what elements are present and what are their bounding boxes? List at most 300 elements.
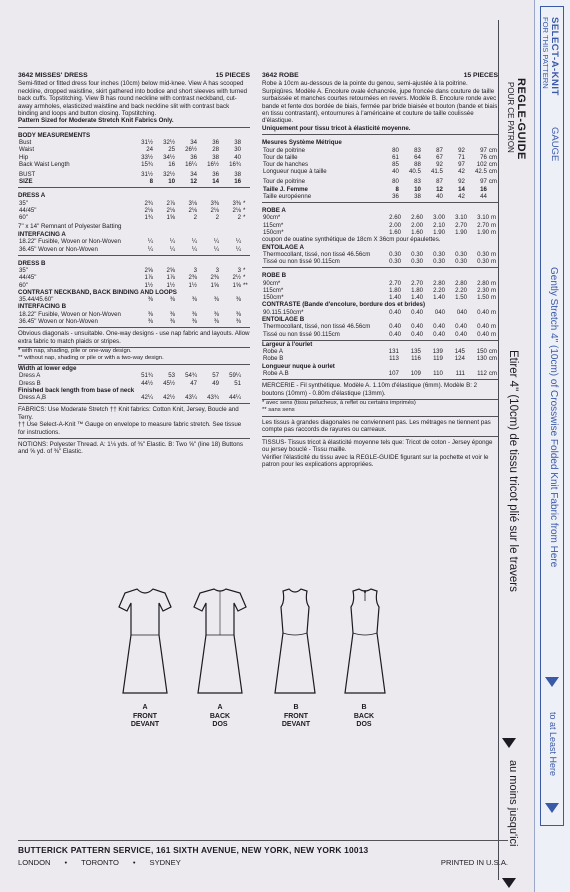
interfacing-a-table: [18, 238, 250, 252]
size-value: 150: [476, 348, 487, 356]
view-a-back-figure: [190, 585, 250, 703]
size-value: 145: [454, 348, 465, 356]
size-value: 38: [234, 139, 241, 147]
table-row: [18, 372, 250, 379]
nap-note-1: * with nap, shading, pile or one-way design.: [18, 347, 132, 354]
row-label: Tour de poitrine: [263, 146, 306, 154]
row-unit: *: [243, 274, 246, 282]
body-measurements-title: BODY MEASUREMENTS: [18, 131, 91, 139]
french-column: [262, 72, 498, 468]
french-pattern-title: 3642 ROBE: [262, 72, 299, 79]
row-label: 60": [19, 214, 28, 222]
french-only-note: Uniquement pour tissu tricot à élasticité moyenne.: [262, 124, 411, 132]
row-unit: [242, 380, 250, 387]
footer: [18, 840, 508, 867]
size-value: ⅜: [213, 296, 219, 304]
size-value: 1⅝: [210, 281, 219, 289]
table-row: [18, 318, 250, 325]
size-value: 2.70: [455, 221, 467, 229]
size-value: 0.40: [389, 330, 401, 338]
size-value: 2: [215, 214, 219, 222]
table-row: [18, 394, 250, 401]
size-value: 24: [146, 146, 153, 154]
size-value: 34: [190, 139, 197, 147]
table-row: [262, 323, 498, 330]
table-row: [18, 200, 250, 207]
size-value: 112: [477, 369, 487, 377]
entoilage-b-table: [262, 323, 498, 337]
figure-label-a-back: [190, 704, 250, 730]
interfacing-b-table: [18, 311, 250, 325]
size-value: 1.60: [411, 228, 423, 236]
size-value: 36: [392, 192, 399, 200]
size-value: 28: [212, 146, 219, 154]
row-unit: m: [491, 250, 497, 258]
size-value: 26½: [185, 146, 197, 154]
size-value: 0.30: [477, 258, 489, 266]
row-unit: m: [491, 286, 497, 294]
size-value: 1⅞: [166, 274, 175, 282]
row-label: Tour de taille: [263, 153, 298, 161]
size-value: 44: [480, 192, 487, 200]
row-unit: **: [243, 281, 248, 289]
size-value: 107: [388, 369, 399, 377]
size-value: 1½: [166, 281, 175, 289]
size-value: 139: [432, 348, 443, 356]
size-value: 83: [414, 178, 421, 186]
size-value: 80: [392, 178, 399, 186]
size-value: 1.40: [411, 294, 423, 302]
row-unit: [242, 296, 250, 303]
size-value: 0.40: [477, 330, 489, 338]
size-value: 1⅞: [144, 274, 153, 282]
arrow-down-icon: [502, 878, 516, 888]
row-label: Dress B: [19, 379, 41, 387]
size-value: 38: [234, 171, 241, 179]
row-unit: [242, 311, 250, 318]
diagonales-note: Les tissus à grandes diagonales ne conviennent pas. Les métrages ne tiennent pas compte pas raccords de rayures ou carreaux.: [262, 418, 491, 434]
size-value: 12: [190, 178, 197, 186]
size-value: ¼: [235, 238, 241, 246]
figure-view-fr: DEVANT: [281, 721, 311, 728]
table-row: [262, 309, 498, 316]
row-label: Thermocollant, tissé, non tissé 46.56cm: [263, 323, 371, 331]
row-unit: m: [491, 214, 497, 222]
table-row: [262, 251, 498, 258]
table-row: [18, 274, 250, 281]
row-unit: cm: [488, 146, 497, 154]
view-b-back-figure: [337, 585, 393, 703]
row-unit: m: [491, 294, 497, 302]
size-value: 119: [433, 355, 443, 363]
size-value: 14: [212, 178, 219, 186]
row-label: Longueur nuque à taille: [263, 168, 327, 176]
size-value: 42¼: [141, 394, 153, 402]
size-value: 2½: [232, 274, 241, 282]
row-unit: m: [491, 308, 497, 316]
entoilage-a-title: ENTOILAGE A: [262, 243, 304, 251]
size-value: 25: [168, 146, 175, 154]
row-unit: [242, 318, 250, 325]
pattern-title: 3642 MISSES' DRESS: [18, 72, 88, 79]
size-value: 43¼: [185, 394, 197, 402]
size-value: 51¾: [141, 372, 153, 380]
row-unit: [488, 193, 498, 200]
size-value: 2.00: [411, 221, 423, 229]
figure-view-en: FRONT: [132, 712, 158, 720]
table-row: [18, 146, 250, 153]
table-row: [18, 296, 250, 303]
size-value: 1.40: [433, 294, 445, 302]
row-unit: m: [491, 228, 497, 236]
size-value: 16½: [207, 160, 219, 168]
size-value: 85: [392, 161, 399, 169]
size-value: 8: [149, 178, 153, 186]
size-value: 0.30: [389, 258, 401, 266]
row-label: Hip: [19, 153, 29, 161]
row-label: 90cm*: [263, 214, 281, 222]
table-row: [18, 380, 250, 387]
row-label: 115cm*: [263, 221, 284, 229]
size-value: 71: [458, 153, 465, 161]
tissus-gauge-note: Vérifier l'élasticité du tissu avec la REGLE-GUIDE figurant sur la pochette et voir le patron pour les explications appropriées.: [262, 453, 489, 469]
row-unit: cm: [488, 178, 497, 186]
figure-view-fr: DOS: [212, 721, 228, 728]
size-value: 3: [237, 267, 241, 275]
table-row: [262, 178, 498, 185]
size-value: 40: [436, 192, 443, 200]
mesures-title: Mesures Système Métrique: [262, 139, 342, 147]
nap-note-2: ** without nap, shading or pile or with a two-way design.: [18, 354, 164, 361]
french-header: [262, 72, 498, 79]
size-value: 31½: [141, 171, 153, 179]
table-row: [18, 214, 250, 221]
row-label: Dress A,B: [19, 394, 47, 402]
finished-length-table: [18, 394, 250, 401]
row-unit: [242, 139, 250, 146]
row-unit: [242, 372, 250, 379]
row-label: 150cm*: [263, 228, 284, 236]
table-row: [18, 246, 250, 253]
size-value: ⅜: [191, 317, 197, 325]
size-value: 2.30: [477, 286, 489, 294]
row-label: Taille J. Femme: [263, 185, 308, 193]
size-value: ⅜: [235, 317, 241, 325]
size-value: 1.90: [477, 228, 489, 236]
size-value: ¼: [191, 245, 197, 253]
row-unit: [242, 154, 250, 161]
regle-guide-title: REGLE-GUIDE: [515, 78, 527, 160]
row-unit: m: [491, 330, 497, 338]
size-value: 54¾: [185, 372, 197, 380]
french-description: Robe à 10cm au-dessous de la pointe du genou, semi-ajustée à la poitrine. Surpiqûres. Modèle A. Encolure ovale échancrée, jupe froncée dans couture de taille surbaissée et manches courtes retournées en revers. Modèle B. Encolure ronde avec bande et fente dos bordée de biais, fermée par bride biaisée et bouton (bande et biais en tissu contrastant), entournures à l'américaine et couture de taille coulissée d'élastique.: [262, 80, 498, 125]
figure-view-en: FRONT: [283, 712, 309, 720]
size-value: 44¼: [229, 394, 241, 402]
size-value: 97: [480, 178, 487, 186]
size-value: 16¾: [229, 160, 241, 168]
size-value: 0.30: [477, 250, 489, 258]
finished-length-title: Finished back length from base of neck: [18, 386, 135, 394]
size-value: 34: [190, 171, 197, 179]
row-unit: [488, 186, 498, 193]
figure-view-fr: DOS: [356, 721, 372, 728]
size-value: 131: [388, 348, 399, 356]
pour-ce-patron: POUR CE PATRON: [506, 82, 515, 153]
table-row: [262, 287, 498, 294]
row-unit: cm: [488, 348, 497, 356]
for-this-pattern: FOR THIS PATTERN: [541, 17, 550, 89]
size-value: 36: [190, 153, 197, 161]
size-value: 92: [458, 146, 465, 154]
dress-b-table: [18, 267, 250, 289]
row-label: Robe B: [263, 355, 284, 363]
size-value: ¼: [147, 245, 153, 253]
arrow-down-icon: [502, 738, 516, 748]
largeur-table: [262, 348, 498, 362]
size-value: 32½: [163, 139, 175, 147]
size-value: 2.20: [455, 286, 467, 294]
figure-view-letter: B: [361, 704, 367, 711]
row-label: Robe A: [263, 348, 283, 356]
contrast-table: [18, 296, 250, 303]
row-label: Tissé ou non tissé 90.115cm: [263, 330, 340, 338]
etirer-instruction: Etirer 4" (10cm) de tissu tricot plié sur le travers: [507, 350, 519, 592]
row-unit: [242, 146, 250, 153]
size-value: 1.80: [411, 286, 423, 294]
au-moins-label: au moins jusqu'ici: [507, 760, 519, 847]
diagonals-note: Obvious diagonals - unsuitable. One-way designs - use nap fabric and layouts. Allow extra fabric to match plaids or stripes.: [18, 330, 250, 345]
body-measurements-table: [18, 139, 250, 168]
tissus-note: TISSUS- Tissus tricot à élasticité moyenne tels que: Tricot de coton - Jersey éponge ou jersey bouclé - Tissu maille.: [262, 438, 493, 454]
size-value: 2⅛: [144, 207, 153, 215]
size-value: 2.80: [433, 279, 445, 287]
size-value: ⅜: [169, 310, 175, 318]
size-value: 43¾: [207, 394, 219, 402]
mercerie-note: MERCERIE - Fil synthétique. Modèle A. 1.10m d'élastique (6mm). Modèle B: 2 boutons (10mm) - 0.80m d'élastique (13mm).: [262, 382, 478, 397]
size-value: ⅜: [213, 317, 219, 325]
row-label: Waist: [19, 146, 35, 154]
row-unit: cm: [488, 153, 497, 161]
size-value: 32½: [163, 171, 175, 179]
row-unit: m: [491, 221, 497, 229]
row-label: 90.115.150cm*: [263, 308, 304, 316]
taille-table: [262, 178, 498, 200]
gauge-frame: [540, 6, 564, 826]
table-row: [18, 311, 250, 318]
row-unit: cm: [488, 355, 497, 363]
table-row: [262, 222, 498, 229]
interfacing-b-title: INTERFACING B: [18, 303, 67, 311]
size-value: 0.40: [455, 330, 467, 338]
row-label: Tissé ou non tissé 90.115cm: [263, 258, 340, 266]
entoilage-a-table: [262, 251, 498, 265]
arrow-down-icon: [545, 677, 559, 687]
row-unit: cm: [488, 168, 497, 176]
table-row: [18, 161, 250, 168]
size-value: 2⅛: [232, 207, 241, 215]
row-label: 90cm*: [263, 279, 281, 287]
fabrics-gauge-note: †† Use Select-A-Knit ™ Gauge on envelope to measure fabric stretch. See tissue for instructions.: [18, 421, 242, 436]
entoilage-b-title: ENTOILAGE B: [262, 315, 305, 323]
row-label: 35.44/45.60": [19, 296, 54, 304]
table-row: [262, 280, 498, 287]
row-unit: *: [243, 214, 246, 222]
size-value: 0.30: [433, 250, 445, 258]
printed-in: PRINTED IN U.S.A.: [440, 858, 508, 867]
table-row: [18, 282, 250, 289]
figure-view-letter: A: [142, 704, 148, 711]
size-value: 2⅜: [188, 274, 197, 282]
size-value: 87: [436, 178, 443, 186]
row-unit: [242, 171, 250, 178]
size-value: 87: [436, 146, 443, 154]
size-value: 12: [436, 185, 443, 193]
table-row: [262, 193, 498, 200]
row-unit: cm: [488, 161, 497, 169]
size-value: 16: [480, 185, 487, 193]
size-value: 2⅞: [166, 199, 175, 207]
size-value: 2.80: [455, 279, 467, 287]
table-row: [262, 294, 498, 301]
size-value: 1.60: [389, 228, 401, 236]
size-value: 040: [456, 308, 467, 316]
width-table: [18, 372, 250, 386]
size-value: 124: [454, 355, 465, 363]
robe-b-title: ROBE B: [262, 272, 287, 280]
size-value: ¼: [191, 238, 197, 246]
size-value: 3.00: [433, 214, 445, 222]
largeur-title: Largeur à l'ourlet: [262, 340, 313, 348]
row-label: Taille européenne: [263, 192, 312, 200]
size-value: 1.90: [433, 228, 445, 236]
size-value: ¼: [169, 238, 175, 246]
size-value: 3⅜: [232, 199, 241, 207]
table-row: [18, 178, 250, 185]
sized-for-note: Pattern Sized for Moderate Stretch Knit Fabrics Only.: [18, 117, 174, 125]
row-unit: *: [243, 199, 246, 207]
city-sydney: SYDNEY: [149, 858, 181, 867]
table-row: [262, 355, 498, 362]
size-value: 0.30: [455, 258, 467, 266]
size-value: ⅜: [147, 310, 153, 318]
size-value: 76: [480, 153, 487, 161]
size-value: 0.40: [433, 323, 445, 331]
size-value: 31½: [141, 139, 153, 147]
dress-description: Semi-fitted or fitted dress four inches (10cm) below mid-knee. View A has scooped neckline, dropped waistline, skirt gathered into bodice and short sleeves with turned back cuffs. Topstitching. View B has round neckline with contrast neckband, cut-away armholes, elasticized waistline and back neckline slit with contrast back binding and loops and button closing. Topstitching.: [18, 80, 248, 118]
row-unit: *: [243, 207, 246, 215]
size-value: 2: [237, 214, 241, 222]
size-value: 0.40: [389, 308, 401, 316]
bust-size-table: [18, 171, 250, 185]
figure-label-b-back: [334, 704, 394, 730]
size-value: 0.30: [389, 250, 401, 258]
row-unit: [242, 161, 250, 168]
size-value: 41.5: [431, 168, 443, 176]
robe-b-table: [262, 280, 498, 302]
row-label: 35": [19, 267, 28, 275]
table-row: [18, 171, 250, 178]
row-unit: [242, 178, 250, 185]
arrow-down-icon: [545, 803, 559, 813]
size-value: 42: [458, 192, 465, 200]
size-value: ⅜: [147, 317, 153, 325]
interfacing-a-title: INTERFACING A: [18, 230, 66, 238]
dress-a-table: [18, 200, 250, 222]
size-value: 38: [414, 192, 421, 200]
size-value: 38: [212, 153, 219, 161]
size-value: 10: [414, 185, 421, 193]
robe-a-table: [262, 214, 498, 236]
row-unit: m: [491, 258, 497, 266]
size-value: 0.40: [477, 323, 489, 331]
size-value: 1¾: [144, 214, 153, 222]
size-value: ¼: [147, 238, 153, 246]
size-value: 0.40: [477, 308, 489, 316]
size-value: ⅜: [191, 296, 197, 304]
size-value: 0.40: [389, 323, 401, 331]
size-value: 88: [414, 161, 421, 169]
size-value: 1.50: [455, 294, 467, 302]
row-label: Tour de poitrine: [263, 178, 306, 186]
size-value: 0.30: [411, 250, 423, 258]
dress-a-title: DRESS A: [18, 192, 46, 200]
table-row: [262, 229, 498, 236]
size-value: 16: [234, 178, 241, 186]
size-value: 34½: [163, 153, 175, 161]
size-value: 1.40: [389, 294, 401, 302]
size-value: 36: [212, 139, 219, 147]
size-value: 3.10: [455, 214, 467, 222]
figure-view-letter: B: [293, 704, 299, 711]
row-label: 36.45" Woven or Non-Woven: [19, 317, 98, 325]
size-value: 2⅝: [166, 267, 175, 275]
size-value: ⅜: [235, 310, 241, 318]
size-value: 102: [476, 161, 487, 169]
row-label: 44/45": [19, 274, 37, 282]
size-value: 2⅝: [144, 267, 153, 275]
table-row: [262, 186, 498, 193]
row-unit: [242, 394, 250, 401]
size-value: 2.70: [389, 279, 401, 287]
size-value: 0.40: [411, 323, 423, 331]
mesures-table: [262, 147, 498, 176]
pieces-count: 15 PIECES: [215, 72, 250, 79]
size-value: 92: [436, 161, 443, 169]
size-value: 97: [480, 146, 487, 154]
size-value: 1⅝: [166, 214, 175, 222]
row-label: 44/45": [19, 207, 37, 215]
row-unit: [242, 238, 250, 245]
table-row: [262, 168, 498, 175]
row-label: 36.45" Woven or Non-Woven: [19, 245, 98, 253]
size-value: 135: [410, 348, 421, 356]
size-value: 2.20: [433, 286, 445, 294]
size-value: 116: [411, 355, 421, 363]
contraste-title: CONTRASTE (Bande d'encolure, bordure dos et brides): [262, 301, 426, 309]
select-a-knit-title: SELECT-A-KNIT: [549, 17, 560, 96]
to-at-least-label: to at Least Here: [548, 712, 558, 777]
row-label: Dress A: [19, 372, 41, 380]
size-value: 2.10: [433, 221, 445, 229]
size-value: ¼: [213, 245, 219, 253]
size-value: 3⅛: [188, 199, 197, 207]
row-label: 18.22" Fusible, Woven or Non-Woven: [19, 310, 121, 318]
longueur-title: Longueur nuque à ourlet: [262, 362, 335, 370]
size-value: 40: [234, 153, 241, 161]
notions-note: NOTIONS: Polyester Thread. A: 1⅛ yds. of ⅜" Elastic. B: Two ⅝" (line 18) Buttons and ⅝ yd. of ⅜" Elastic.: [18, 441, 243, 456]
row-label: Bust: [19, 139, 32, 147]
ouatine-note: coupon de ouatine synthétique de 18cm X 36cm pour épaulettes.: [262, 236, 441, 244]
